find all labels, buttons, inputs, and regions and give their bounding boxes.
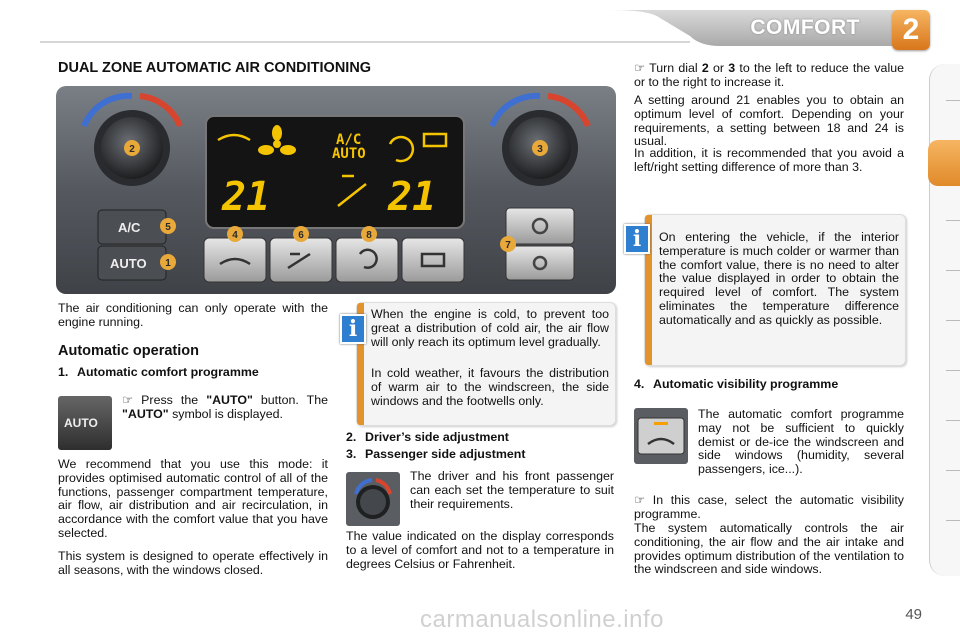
callout-badge <box>160 254 176 270</box>
tab-divider <box>946 470 960 471</box>
tab-divider <box>946 520 960 521</box>
item-label: Passenger side adjustment <box>365 447 526 461</box>
instruction-text: button. The <box>252 393 328 407</box>
tab-divider <box>946 370 960 371</box>
callout-badge <box>293 226 309 242</box>
item-number: 2. <box>346 430 357 444</box>
tab-divider <box>946 100 960 101</box>
callout-badge <box>160 218 176 234</box>
item-label: Automatic comfort programme <box>77 365 259 379</box>
instruction-emphasis: "AUTO" <box>122 406 169 421</box>
instruction-emphasis: 3 <box>728 61 736 75</box>
item-1-heading <box>58 365 259 379</box>
svg-text:6: 6 <box>298 230 304 241</box>
item-3-heading <box>346 447 525 461</box>
cold-engine-info-box <box>356 302 616 426</box>
info-text: In cold weather, it favours the distribution of warm air to the windscreen, the side windows and the footwells only. <box>371 366 609 408</box>
instruction-text: In this case, select the automatic visibility programme. <box>634 493 904 521</box>
driver-temperature-readout: 21 <box>222 174 271 220</box>
info-icon: i <box>340 314 366 344</box>
fan-decrease-button[interactable] <box>506 246 574 280</box>
entering-vehicle-info-box <box>644 214 906 366</box>
setting-paragraph: A setting around 21 enables you to obtain an optimum level of comfort. Depending on your requirements, a setting between 18 and 24 is usual. <box>634 93 904 149</box>
svg-text:5: 5 <box>165 222 171 233</box>
chapter-number-badge: 2 <box>892 10 930 50</box>
display-auto-label: AUTO <box>332 146 366 162</box>
instruction-emphasis: "AUTO" <box>206 393 253 407</box>
callout-badge <box>361 226 377 242</box>
display-value-paragraph: The value indicated on the display corresponds to a level of comfort and not to a temperature in degrees Celsius or Fahrenheit. <box>346 529 614 571</box>
arrow-glyph: ☞ <box>634 493 646 507</box>
arrow-glyph: ☞ <box>122 393 134 407</box>
seasons-paragraph: This system is designed to operate effectively in all seasons, with the windows closed. <box>58 549 328 577</box>
instruction-text: Turn dial <box>649 61 702 75</box>
tab-divider <box>946 320 960 321</box>
tab-divider <box>946 270 960 271</box>
adjust-paragraph: The driver and his front passenger can each set the temperature to suit their requirements. <box>410 469 614 511</box>
display-ac-label: A/C <box>336 132 362 148</box>
instruction-text: or <box>708 61 729 75</box>
climate-control-panel <box>56 86 616 294</box>
turn-dial-instruction <box>634 62 904 90</box>
recirculation-button[interactable] <box>336 238 398 282</box>
tab-divider <box>946 220 960 221</box>
instruction-emphasis: 2 <box>701 61 709 75</box>
select-instruction <box>634 494 904 522</box>
thumbnail-auto-label: AUTO <box>64 416 98 430</box>
intro-paragraph: The air conditioning can only operate with the engine running. <box>58 301 328 329</box>
automatic-operation-heading: Automatic operation <box>58 343 199 359</box>
callout-badge <box>532 140 548 156</box>
auto-button-thumbnail <box>58 396 112 450</box>
svg-text:3: 3 <box>537 144 543 155</box>
callout-badge <box>227 226 243 242</box>
ac-button[interactable] <box>98 210 166 244</box>
fan-increase-button[interactable] <box>506 208 574 244</box>
item-number: 4. <box>634 377 645 391</box>
avoid-paragraph: In addition, it is recommended that you avoid a left/right setting difference of more than 3. <box>634 146 904 174</box>
auto-button[interactable] <box>98 246 166 280</box>
item-4-heading <box>634 377 838 391</box>
item-label: Driver’s side adjustment <box>365 430 509 444</box>
section-title: DUAL ZONE AUTOMATIC AIR CONDITIONING <box>58 60 372 76</box>
instruction-text: Press the <box>141 393 207 407</box>
system-paragraph: The system automatically controls the air conditioning, the air flow and the air intake and provides optimum distribution of the ventilation to the windscreen and side windows. <box>634 521 904 577</box>
press-auto-instruction <box>122 394 328 422</box>
visibility-button[interactable] <box>204 238 266 282</box>
air-distribution-button[interactable] <box>270 238 332 282</box>
chapter-title: COMFORT <box>750 16 860 39</box>
visibility-paragraph: The automatic comfort programme may not be sufficient to quickly demist or de-ice the windscreen and side windows (humidity, several passengers, ice...). <box>698 407 904 477</box>
item-number: 1. <box>58 365 69 379</box>
item-label: Automatic visibility programme <box>653 377 839 391</box>
page-number: 49 <box>905 606 922 623</box>
item-number: 3. <box>346 447 357 461</box>
item-2-heading <box>346 430 509 444</box>
arrow-glyph: ☞ <box>634 61 646 75</box>
callout-badge <box>124 140 140 156</box>
info-text: On entering the vehicle, if the interior temperature is much colder or warmer than the comfort value, there is no need to alter the value displayed in order to obtain the required level of comfort. The system eliminates the temperature difference automatically and as quickly as possible. <box>659 230 899 327</box>
watermark: carmanualsonline.info <box>420 606 664 633</box>
instruction-text: symbol is displayed. <box>168 406 283 421</box>
climate-display <box>206 116 464 228</box>
passenger-temperature-readout: 21 <box>388 174 437 220</box>
active-chapter-tab[interactable] <box>928 140 960 186</box>
tab-divider <box>946 420 960 421</box>
info-text: When the engine is cold, to prevent too great a distribution of cold air, the air flow will only reach its optimum level gradually. <box>371 307 609 349</box>
visibility-button-thumbnail <box>634 408 688 464</box>
recommend-paragraph: We recommend that you use this mode: it provides optimised automatic control of all of the functions, passenger compartment temperature, air flow, air distribution and air recirculation, in accordance with the comfort value that you have selected. <box>58 457 328 540</box>
instruction-text: to the left to reduce the value or to the right to increase it. <box>634 61 904 89</box>
temperature-dial-thumbnail <box>346 472 400 526</box>
info-icon: i <box>624 224 650 254</box>
svg-text:7: 7 <box>505 240 511 251</box>
svg-text:8: 8 <box>366 230 372 241</box>
rear-screen-demist-button[interactable] <box>402 238 464 282</box>
svg-text:2: 2 <box>129 144 135 155</box>
svg-text:A/C: A/C <box>118 220 141 235</box>
svg-text:1: 1 <box>165 258 171 269</box>
svg-text:AUTO: AUTO <box>110 256 147 271</box>
callout-badge <box>500 236 516 252</box>
svg-text:4: 4 <box>232 230 238 241</box>
